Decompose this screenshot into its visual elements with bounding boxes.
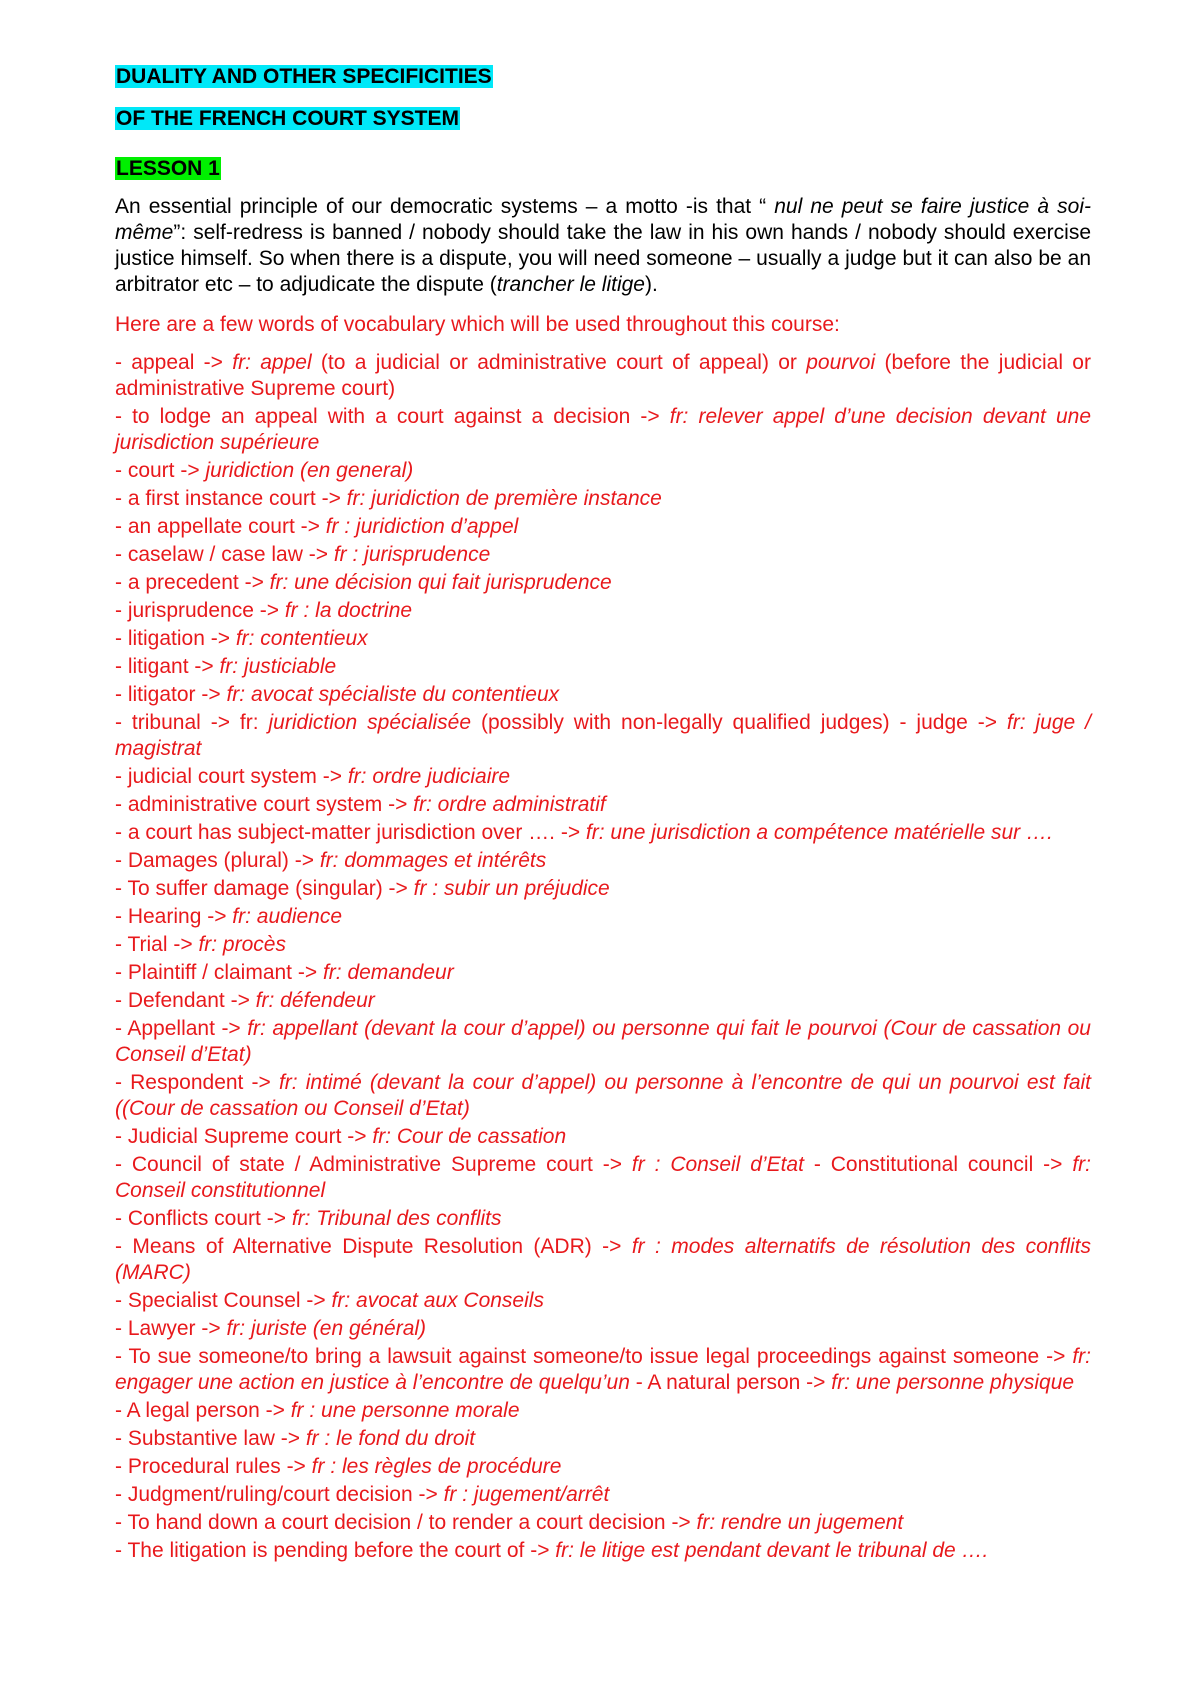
term-text: - Plaintiff / claimant -> bbox=[115, 961, 323, 984]
vocabulary-item bbox=[115, 904, 1091, 930]
term-text: - court -> bbox=[115, 459, 206, 482]
term-text: - Procedural rules -> bbox=[115, 1455, 312, 1478]
term-text: - appeal -> bbox=[115, 351, 233, 374]
term-text: (to a judicial or administrative court of appeal) or bbox=[311, 351, 807, 374]
term-text: - Constitutional council -> bbox=[803, 1153, 1073, 1176]
vocabulary-item bbox=[115, 1510, 1091, 1536]
term-translation: fr: appel bbox=[232, 351, 312, 374]
term-translation: fr : jurisprudence bbox=[333, 543, 491, 566]
term-text: - caselaw / case law -> bbox=[115, 543, 334, 566]
term-translation: fr : modes alternatifs de résolution des conflits (MARC) bbox=[115, 1235, 1091, 1284]
term-translation: fr: le litige est pendant devant le tribunal de …. bbox=[555, 1539, 989, 1562]
term-text: An essential principle of our democratic systems – a motto -is that “ bbox=[115, 195, 775, 218]
term-translation: fr: Cour de cassation bbox=[372, 1125, 567, 1148]
document-page bbox=[115, 62, 1091, 1564]
vocabulary-item bbox=[115, 486, 1091, 512]
term-translation: fr : la doctrine bbox=[284, 599, 413, 622]
term-text: - Means of Alternative Dispute Resolution (ADR) -> bbox=[115, 1235, 632, 1258]
term-text: - a precedent -> bbox=[115, 571, 270, 594]
term-translation: fr: intimé (devant la cour d’appel) ou personne à l’encontre de qui un pourvoi est fait ((Cour de cassation ou Conseil d’Etat) bbox=[115, 1071, 1091, 1120]
term-translation: fr: Conseil constitutionnel bbox=[115, 1153, 1091, 1202]
vocabulary-item bbox=[115, 988, 1091, 1014]
title-highlight-2: OF THE FRENCH COURT SYSTEM bbox=[116, 107, 460, 130]
term-text: - Specialist Counsel -> bbox=[115, 1289, 332, 1312]
term-translation: fr: avocat aux Conseils bbox=[331, 1289, 544, 1312]
vocabulary-item bbox=[115, 710, 1091, 762]
vocabulary-item bbox=[115, 654, 1091, 680]
term-text: - Conflicts court -> bbox=[115, 1207, 292, 1230]
vocabulary-item bbox=[115, 1344, 1091, 1396]
term-translation: fr: ordre judiciaire bbox=[347, 765, 511, 788]
term-text: (before the judicial or administrative Supreme court) bbox=[115, 351, 1091, 400]
vocabulary-item bbox=[115, 570, 1091, 596]
term-text: - Defendant -> bbox=[115, 989, 256, 1012]
term-text: ”: self-redress is banned / nobody should take the law in his own hands / nobody should exercise justice himself. So when there is a dispute, you will need someone – usually a judge but it can also be an arbitrator etc – to adjudicate the dispute ( bbox=[115, 221, 1091, 296]
term-text: - litigator -> bbox=[115, 683, 227, 706]
term-text: - A legal person -> bbox=[115, 1399, 291, 1422]
vocabulary-item bbox=[115, 1124, 1091, 1150]
lesson-heading bbox=[115, 154, 1091, 184]
term-text: (possibly with non-legally qualified judges) - judge -> bbox=[471, 711, 1007, 734]
term-translation: fr: demandeur bbox=[322, 961, 454, 984]
term-text: - Judgment/ruling/court decision -> bbox=[115, 1483, 444, 1506]
term-translation: fr: relever appel d’une decision devant une jurisdiction supérieure bbox=[115, 405, 1091, 454]
term-text: - administrative court system -> bbox=[115, 793, 414, 816]
term-translation: fr: engager une action en justice à l’encontre de quelqu’un bbox=[115, 1345, 1091, 1394]
term-translation: fr: juridiction de première instance bbox=[346, 487, 662, 510]
term-text: - The litigation is pending before the court of -> bbox=[115, 1539, 556, 1562]
title-line-1 bbox=[115, 62, 1091, 92]
vocabulary-item bbox=[115, 1426, 1091, 1452]
term-text: - To hand down a court decision / to render a court decision -> bbox=[115, 1511, 697, 1534]
term-translation: juridiction (en general) bbox=[205, 459, 414, 482]
term-translation: nul ne peut se faire justice à soi-même bbox=[115, 195, 1091, 244]
vocabulary-item bbox=[115, 1206, 1091, 1232]
term-translation: fr: une personne physique bbox=[831, 1371, 1075, 1394]
vocabulary-item bbox=[115, 626, 1091, 652]
term-text: - jurisprudence -> bbox=[115, 599, 285, 622]
term-translation: fr: rendre un jugement bbox=[696, 1511, 904, 1534]
term-text: - Council of state / Administrative Supreme court -> bbox=[115, 1153, 632, 1176]
vocabulary-item bbox=[115, 1288, 1091, 1314]
term-translation: pourvoi bbox=[806, 351, 876, 374]
term-text: - tribunal -> fr: bbox=[115, 711, 269, 734]
term-translation: fr: avocat spécialiste du contentieux bbox=[226, 683, 560, 706]
term-text: - litigant -> bbox=[115, 655, 220, 678]
term-text: - Trial -> bbox=[115, 933, 199, 956]
term-text: ). bbox=[644, 273, 658, 296]
term-translation: fr: audience bbox=[232, 905, 343, 928]
term-translation: fr: défendeur bbox=[255, 989, 375, 1012]
vocabulary-item bbox=[115, 764, 1091, 790]
vocabulary-item bbox=[115, 682, 1091, 708]
vocabulary-item bbox=[115, 1538, 1091, 1564]
vocabulary-item bbox=[115, 458, 1091, 484]
term-text: - Respondent -> bbox=[115, 1071, 279, 1094]
vocabulary-item bbox=[115, 1070, 1091, 1122]
vocabulary-item bbox=[115, 542, 1091, 568]
title-highlight-1: DUALITY AND OTHER SPECIFICITIES bbox=[116, 65, 492, 88]
term-translation: fr : une personne morale bbox=[290, 1399, 520, 1422]
vocabulary-item bbox=[115, 1454, 1091, 1480]
term-translation: fr: justiciable bbox=[219, 655, 337, 678]
vocabulary-item bbox=[115, 960, 1091, 986]
term-text: - judicial court system -> bbox=[115, 765, 348, 788]
term-text: - a court has subject-matter jurisdiction over …. -> bbox=[115, 821, 586, 844]
term-text: - Appellant -> bbox=[115, 1017, 248, 1040]
term-translation: fr : Conseil d’Etat bbox=[631, 1153, 804, 1176]
vocabulary-item bbox=[115, 514, 1091, 540]
term-text: - Lawyer -> bbox=[115, 1317, 227, 1340]
term-text: - an appellate court -> bbox=[115, 515, 326, 538]
vocabulary-item bbox=[115, 792, 1091, 818]
term-translation: fr: une décision qui fait jurisprudence bbox=[269, 571, 612, 594]
term-translation: fr: ordre administratif bbox=[413, 793, 606, 816]
term-translation: trancher le litige bbox=[496, 273, 645, 296]
vocabulary-item bbox=[115, 1234, 1091, 1286]
term-text: - to lodge an appeal with a court against a decision -> bbox=[115, 405, 670, 428]
vocabulary-intro: Here are a few words of vocabulary which will be used throughout this course: bbox=[115, 313, 840, 336]
vocabulary-item bbox=[115, 598, 1091, 624]
term-translation: fr : le fond du droit bbox=[305, 1427, 476, 1450]
term-translation: fr : subir un préjudice bbox=[413, 877, 610, 900]
term-translation: fr : les règles de procédure bbox=[311, 1455, 562, 1478]
vocabulary-item bbox=[115, 876, 1091, 902]
term-text: - Judicial Supreme court -> bbox=[115, 1125, 373, 1148]
vocabulary-item bbox=[115, 932, 1091, 958]
term-translation: fr: juge / magistrat bbox=[115, 711, 1091, 760]
vocabulary-item bbox=[115, 1316, 1091, 1342]
term-text: - litigation -> bbox=[115, 627, 236, 650]
vocabulary-list bbox=[115, 350, 1091, 1564]
vocabulary-item bbox=[115, 820, 1091, 846]
term-text: - Substantive law -> bbox=[115, 1427, 306, 1450]
term-translation: fr: une jurisdiction a compétence matérielle sur …. bbox=[585, 821, 1053, 844]
vocabulary-item bbox=[115, 1398, 1091, 1424]
term-translation: fr : jugement/arrêt bbox=[443, 1483, 610, 1506]
term-translation: fr: contentieux bbox=[235, 627, 368, 650]
vocabulary-item bbox=[115, 1016, 1091, 1068]
term-translation: juridiction spécialisée bbox=[268, 711, 472, 734]
term-text: - Hearing -> bbox=[115, 905, 233, 928]
intro-paragraph bbox=[115, 194, 1091, 298]
vocabulary-item bbox=[115, 1152, 1091, 1204]
term-translation: fr: dommages et intérêts bbox=[319, 849, 547, 872]
term-text: - To suffer damage (singular) -> bbox=[115, 877, 414, 900]
term-translation: fr: juriste (en général) bbox=[226, 1317, 427, 1340]
term-translation: fr : juridiction d’appel bbox=[325, 515, 519, 538]
term-text: - a first instance court -> bbox=[115, 487, 347, 510]
vocabulary-item bbox=[115, 1482, 1091, 1508]
term-translation: fr: Tribunal des conflits bbox=[291, 1207, 502, 1230]
term-translation: fr: procès bbox=[198, 933, 286, 956]
term-text: - A natural person -> bbox=[629, 1371, 832, 1394]
vocabulary-item bbox=[115, 848, 1091, 874]
lesson-highlight: LESSON 1 bbox=[116, 157, 220, 180]
term-text: - To sue someone/to bring a lawsuit against someone/to issue legal proceedings against someone -> bbox=[115, 1345, 1073, 1368]
vocabulary-item bbox=[115, 350, 1091, 402]
term-translation: fr: appellant (devant la cour d’appel) ou personne qui fait le pourvoi (Cour de cassation ou Conseil d’Etat) bbox=[115, 1017, 1091, 1066]
term-text: - Damages (plural) -> bbox=[115, 849, 320, 872]
vocabulary-item bbox=[115, 404, 1091, 456]
title-line-2 bbox=[115, 104, 1091, 134]
